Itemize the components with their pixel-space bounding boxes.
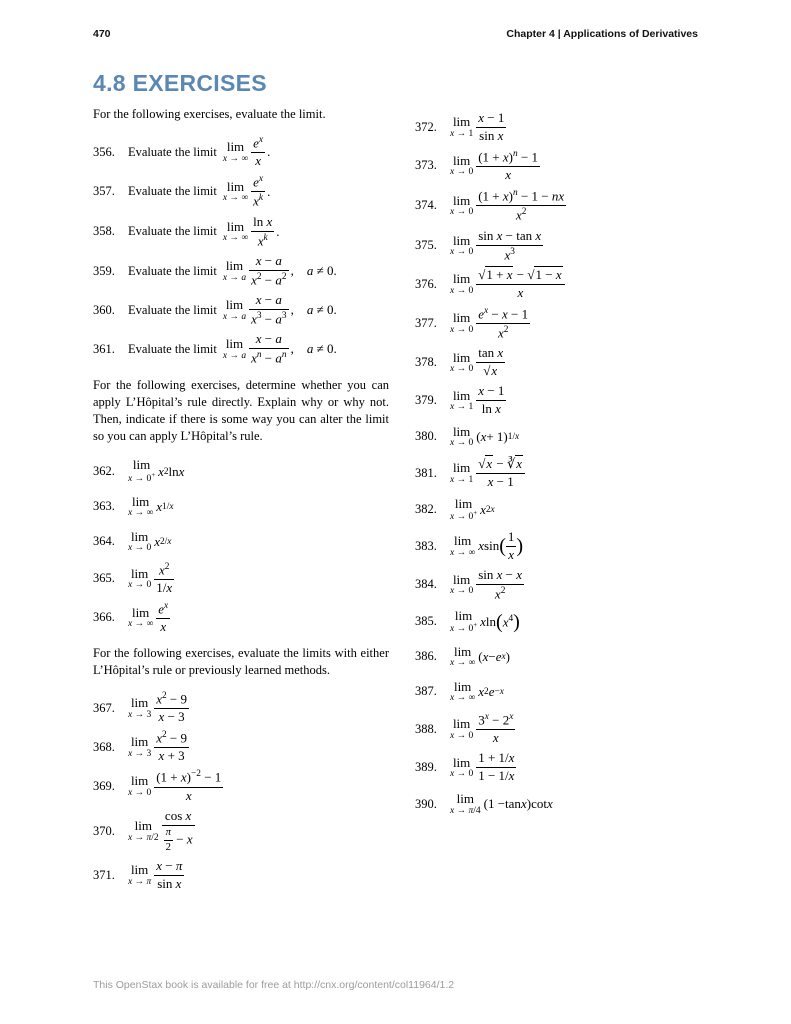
exercise-number: 386.	[415, 649, 437, 664]
limit-expression: lim x → ∞ x 1/x	[128, 493, 174, 519]
limit-operator: lim x → 1	[450, 114, 474, 139]
exercise-prompt: Evaluate the limit	[128, 144, 217, 159]
exercise-content	[128, 254, 337, 288]
exercise-number: 377.	[415, 315, 437, 330]
exercise-number: 382.	[415, 502, 437, 517]
exercise-377	[415, 306, 731, 342]
exercise-376	[415, 268, 731, 301]
limit-expression: lim x → 0 $\frac{\text{tan x}}{√x}$	[450, 345, 504, 379]
exercise-number: 369.	[93, 778, 115, 793]
exercise-content	[128, 530, 171, 554]
exercise-content	[450, 568, 524, 602]
limit-operator: lim x → 1	[450, 460, 474, 485]
exercise-number: 367.	[93, 700, 115, 715]
limit-expression: lim x → a $\frac{x - a}{x^n - a^n}$ , a ≠ 0.	[222, 331, 337, 366]
exercise-content	[450, 268, 565, 301]
exercise-content	[450, 111, 506, 144]
exercise-number: 379.	[415, 393, 437, 408]
exercise-content	[128, 809, 195, 854]
exercise-390	[415, 789, 731, 819]
limit-operator: lim x → 0	[128, 565, 152, 591]
limit-expression: lim x → a $\frac{x - a}{x^2 - a^2}$ , a ≠ 0.	[222, 252, 337, 288]
exercise-content	[450, 712, 515, 746]
exercise-382	[415, 495, 731, 525]
limit-expression: lim x → ∞ $\frac{\text{ln x}}{x^k}$ .	[222, 213, 280, 248]
exercise-361	[93, 332, 389, 366]
exercise-378	[415, 346, 731, 379]
exercise-number: 383.	[415, 538, 437, 553]
column-left	[93, 106, 389, 897]
limit-operator: lim x → 0	[450, 716, 474, 741]
limit-expression: lim x → π $\frac{x - \pi}{\text{sin x}}$	[128, 858, 183, 891]
limit-operator: lim x → 0	[450, 192, 474, 218]
limit-operator: lim x → ∞	[128, 604, 154, 630]
limit-operator: lim x → 0	[450, 152, 474, 178]
exercise-content	[450, 457, 525, 490]
exercise-367	[93, 691, 389, 725]
exercise-356	[93, 135, 389, 169]
limit-expression: lim x → ∞ $\frac{e^x}{x^k}$ .	[222, 174, 271, 209]
exercise-number: 375.	[415, 238, 437, 253]
limit-operator: lim x → ∞	[128, 493, 154, 519]
exercise-380	[415, 422, 731, 452]
limit-operator: lim x → a	[222, 336, 247, 361]
exercise-content	[128, 769, 223, 803]
limit-operator: lim x → 0	[450, 232, 474, 258]
two-column-layout	[93, 106, 731, 897]
exercise-prompt: Evaluate the limit	[128, 302, 217, 317]
exercise-prompt: Evaluate the limit	[128, 184, 217, 199]
column-right	[415, 106, 731, 897]
limit-operator: lim x → 0+	[450, 607, 478, 635]
exercise-content	[450, 530, 523, 563]
limit-expression: lim x → π/4 (1 − tan x ) cot x	[450, 791, 553, 816]
exercise-number: 372.	[415, 119, 437, 134]
exercise-content	[450, 425, 519, 449]
limit-operator: lim x → 0	[450, 754, 474, 780]
limit-expression: lim x → 0 $\frac{(1 + x)^n - 1}{x}$	[450, 148, 539, 183]
exercise-number: 357.	[93, 184, 115, 199]
exercise-number: 390.	[415, 796, 437, 811]
exercise-content	[450, 792, 553, 816]
limit-operator: lim x → 3	[128, 734, 152, 759]
exercise-prompt: Evaluate the limit	[128, 341, 217, 356]
limit-expression: lim x → 3 $\frac{x^2 - 9}{x + 3}$	[128, 730, 188, 764]
limit-expression: lim x → 0 $\frac{e^x - x - 1}{x^2}$	[450, 305, 529, 341]
limit-operator: lim x → ∞	[450, 643, 476, 669]
limit-operator: lim x → 0	[450, 571, 474, 597]
exercise-363	[93, 492, 389, 522]
exercise-358	[93, 215, 389, 249]
exercise-number: 360.	[93, 302, 115, 317]
limit-operator: lim x → 1	[450, 387, 474, 413]
exercise-number: 374.	[415, 198, 437, 213]
exercise-content	[128, 730, 189, 764]
exercise-number: 356.	[93, 144, 115, 159]
exercise-content	[128, 562, 174, 596]
exercise-content	[450, 645, 510, 669]
limit-expression: lim x → 0 $\frac{\text{sin x − x}}{x^2}$	[450, 566, 523, 601]
limit-expression: lim x → 0+ x 2 ln x	[128, 457, 185, 485]
limit-operator: lim x → a	[222, 297, 247, 322]
exercise-number: 365.	[93, 571, 115, 586]
exercise-content	[128, 458, 184, 484]
exercise-number: 385.	[415, 614, 437, 629]
exercise-number: 370.	[93, 823, 115, 838]
exercise-389	[415, 751, 731, 784]
limit-expression: lim x → 0+ x ln ( $x^4$ )	[450, 607, 520, 635]
limit-operator: lim x → 0	[128, 773, 152, 798]
limit-expression: lim x → 0 $\frac{x^2}{1/x}$	[128, 561, 173, 595]
instruction-paragraph: For the following exercises, evaluate the limit.	[93, 107, 326, 121]
exercise-content	[450, 306, 530, 342]
limit-expression: lim x → 1 $\frac{x - 1}{\text{ln x}}$	[450, 383, 505, 417]
exercise-content	[128, 859, 184, 892]
exercise-content	[450, 751, 516, 784]
limit-operator: lim x → π/4	[450, 791, 481, 816]
exercise-prompt: Evaluate the limit	[128, 224, 217, 239]
chapter-header: Chapter 4 | Applications of Derivatives	[506, 28, 698, 40]
limit-expression: lim x → 1 $\frac{√x - ∛x}{x - 1}$	[450, 457, 525, 490]
exercise-359	[93, 254, 389, 288]
exercise-content	[450, 346, 505, 379]
limit-operator: lim x → 0+	[450, 495, 478, 523]
page-number: 470	[93, 28, 111, 40]
exercise-number: 359.	[93, 263, 115, 278]
exercise-content	[128, 293, 337, 327]
footer-text: This OpenStax book is available for free at http://cnx.org/content/col11964/1.2	[93, 979, 455, 991]
exercise-number: 389.	[415, 760, 437, 775]
exercise-366	[93, 601, 389, 635]
limit-expression: lim x → a $\frac{x - a}{x^3 - a^3}$ , a ≠ 0.	[222, 292, 337, 327]
exercise-content	[128, 135, 270, 169]
instruction-paragraph: For the following exercises, determine whether you can apply L’Hôpital’s rule directly. Explain why or why not. Then, indicate if there is some way you can alter the limit so you can apply L’Hôpital’s rule.	[93, 377, 389, 443]
limit-operator: lim x → 0	[128, 528, 152, 554]
limit-expression: lim x → 0 $\frac{1 + 1/x}{1 - 1/x}$	[450, 750, 515, 784]
exercise-number: 366.	[93, 610, 115, 625]
exercise-379	[415, 384, 731, 417]
exercise-number: 376.	[415, 276, 437, 291]
limit-operator: lim x → π/2	[128, 818, 159, 843]
limit-expression: lim x → ∞ ( x − e x )	[450, 643, 510, 669]
section-title: 4.8 EXERCISES	[93, 70, 267, 96]
limit-operator: lim x → ∞	[450, 678, 476, 704]
exercise-content	[128, 215, 280, 249]
exercise-360	[93, 293, 389, 327]
exercise-357	[93, 174, 389, 210]
limit-expression: lim x → ∞ $\frac{e^x}{x}$ .	[222, 135, 271, 169]
instruction-paragraph: For the following exercises, evaluate the limits with either L’Hôpital’s rule or previously learned methods.	[93, 645, 389, 677]
exercise-content	[450, 384, 506, 417]
limit-operator: lim x → 0	[450, 423, 474, 449]
exercise-387	[415, 677, 731, 707]
limit-expression: lim x → 0 $\frac{√1 + x - √1 - x}{x}$	[450, 268, 565, 301]
limit-expression: lim x → ∞ x sin ( $\frac{1}{x}$ )	[450, 528, 524, 562]
exercise-number: 364.	[93, 534, 115, 549]
limit-expression: lim x → 0+ x 2x	[450, 495, 495, 523]
exercise-number: 358.	[93, 224, 115, 239]
exercise-364	[93, 527, 389, 557]
exercise-content	[450, 188, 566, 224]
limit-expression: lim x → 0 $\frac{\text{sin x − tan x}}{x^3}$	[450, 227, 542, 262]
exercise-content	[450, 149, 540, 183]
limit-operator: lim x → π	[128, 862, 152, 887]
limit-operator: lim x → a	[222, 258, 247, 283]
exercise-375	[415, 229, 731, 263]
exercise-374	[415, 188, 731, 224]
exercise-content	[450, 609, 520, 635]
exercise-content	[128, 495, 173, 519]
exercise-386	[415, 642, 731, 672]
exercise-381	[415, 457, 731, 490]
exercise-content	[128, 332, 337, 366]
exercise-number: 362.	[93, 464, 115, 479]
exercise-number: 384.	[415, 577, 437, 592]
exercise-number: 361.	[93, 341, 115, 356]
limit-expression: lim x → 0 x 2/x	[128, 528, 172, 554]
exercise-373	[415, 149, 731, 183]
limit-operator: lim x → 3	[128, 695, 152, 720]
limit-expression: lim x → 0 $\frac{(1 + x)^n - 1 - nx}{x^2}$	[450, 188, 565, 223]
exercise-content	[450, 229, 543, 263]
limit-operator: lim x → ∞	[222, 218, 249, 244]
limit-expression: lim x → ∞ x 2 e −x	[450, 678, 504, 704]
running-header	[93, 28, 698, 40]
exercise-383	[415, 530, 731, 563]
exercise-369	[93, 769, 389, 803]
exercise-number: 373.	[415, 158, 437, 173]
limit-operator: lim x → ∞	[222, 178, 249, 204]
exercise-number: 381.	[415, 465, 437, 480]
limit-operator: lim x → ∞	[222, 139, 249, 164]
limit-expression: lim x → 1 $\frac{x - 1}{\text{sin x}}$	[450, 110, 505, 143]
exercise-number: 371.	[93, 867, 115, 882]
limit-expression: lim x → 0 $\frac{3^x - 2^x}{x}$	[450, 711, 514, 746]
limit-expression: lim x → 0 $\frac{(1 + x)^{-2} - 1}{x}$	[128, 769, 222, 803]
limit-expression: lim x → 3 $\frac{x^2 - 9}{x - 3}$	[128, 690, 188, 725]
exercise-content	[450, 680, 504, 704]
exercise-prompt: Evaluate the limit	[128, 263, 217, 278]
exercise-number: 368.	[93, 739, 115, 754]
exercise-content	[128, 691, 189, 725]
exercise-370	[93, 809, 389, 854]
limit-operator: lim x → 0	[450, 349, 474, 375]
exercise-content	[128, 174, 270, 210]
limit-operator: lim x → 0	[450, 271, 474, 296]
exercise-number: 363.	[93, 499, 115, 514]
exercise-number: 387.	[415, 684, 437, 699]
exercise-372	[415, 111, 731, 144]
exercise-content	[128, 601, 170, 635]
exercise-365	[93, 562, 389, 596]
exercise-content	[450, 497, 495, 523]
limit-expression: lim x → 0 ( x + 1) 1/x	[450, 423, 520, 449]
exercise-384	[415, 568, 731, 602]
limit-operator: lim x → 0+	[128, 457, 156, 485]
exercise-368	[93, 730, 389, 764]
limit-operator: lim x → ∞	[450, 533, 476, 558]
exercise-number: 380.	[415, 429, 437, 444]
exercise-385	[415, 607, 731, 637]
exercise-388	[415, 712, 731, 746]
exercise-362	[93, 457, 389, 487]
exercise-371	[93, 859, 389, 892]
exercise-number: 388.	[415, 721, 437, 736]
limit-operator: lim x → 0	[450, 310, 474, 335]
limit-expression: lim x → ∞ $\frac{e^x}{x}$	[128, 600, 169, 635]
exercise-number: 378.	[415, 355, 437, 370]
limit-expression: lim x → π/2 cos x $\frac{\pi}{2}$ − x	[128, 807, 193, 853]
